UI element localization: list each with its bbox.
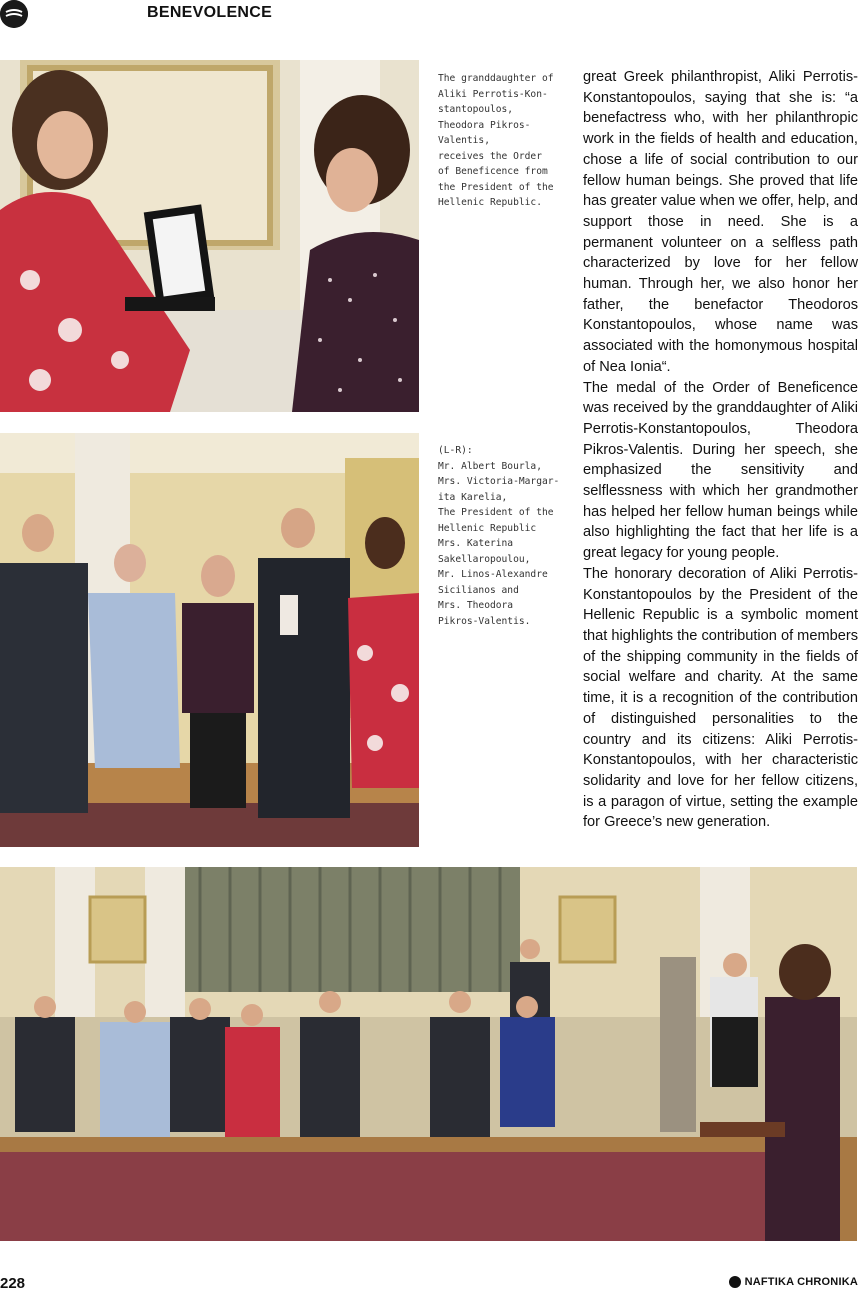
- brand-name: NAFTIKA CHRONIKA: [744, 1276, 858, 1288]
- caption-line: Mr. Linos-Alexandre: [438, 569, 548, 580]
- page-number: 228: [0, 1275, 26, 1291]
- brand-logo-icon: [729, 1276, 741, 1288]
- caption-line: the President of the: [438, 181, 554, 193]
- caption-line: Mrs. Katerina: [438, 538, 514, 549]
- article-paragraph: The medal of the Order of Beneficence was received by the granddaughter of Aliki Perrotis-Konstantopoulos, Theodora Pikros-Valentis. During her speech, she emphasized the sensitivity and selflessness with which her grandmother has helped her fellow human beings while also highlighting the fact that her life is a great legacy for young people.: [583, 379, 858, 562]
- caption-line: The granddaughter of: [438, 73, 554, 84]
- caption-line: Theodora Pikros-Valentis,: [438, 119, 531, 146]
- caption-group-portrait: [438, 443, 566, 629]
- photo-group-portrait: [0, 433, 419, 847]
- caption-line: Mr. Albert Bourla,: [438, 460, 542, 472]
- article-body: [583, 67, 858, 833]
- footer-brand: [729, 1276, 858, 1288]
- article-paragraph: The honorary decoration of Aliki Perrotis-Konstantopoulos by the President of the Hellenic Republic is a symbolic moment that highlights the contribution of members of the shipping community in the fields of social welfare and charity. At the same time, it is a recognition of the contribution of distinguished personalities to the country and its citizens: Aliki Perrotis-Konstantopoulos, with her characteristic solidarity and love for her fellow citizens, is a paragon of virtue, setting the example for Greece’s new generation.: [583, 565, 859, 831]
- caption-line: ita Karelia,: [438, 491, 508, 503]
- caption-line: (L-R):: [438, 445, 473, 456]
- caption-line: Mrs. Victoria-Margar-: [438, 476, 560, 487]
- caption-line: Sakellaropoulou,: [438, 553, 531, 565]
- section-title: BENEVOLENCE: [147, 4, 273, 21]
- photo-medal-presentation: [0, 60, 419, 412]
- caption-line: stantopoulos,: [438, 104, 514, 115]
- caption-line: Sicilianos and: [438, 584, 519, 596]
- article-paragraph: great Greek philanthropist, Aliki Perrotis-Konstantopoulos, saying that she is: “a benefactress who, with her philanthropic work in the fields of health and education, chose a life of social contribution to our fellow human beings. She proved that life has greater value when we offer, help, and support those in need. She is a permanent volunteer on a selfless path characterized by love for her fellow human. Through her, we also honor her father, the benefactor Theodoros Konstantopoulos, whose name was associated with the homonymous hospital of Nea Ionia“.: [583, 69, 858, 375]
- caption-medal-presentation: [438, 71, 566, 211]
- caption-line: Hellenic Republic: [438, 522, 537, 534]
- caption-line: Mrs. Theodora: [438, 600, 514, 611]
- caption-line: Pikros-Valentis.: [438, 615, 531, 627]
- caption-line: Hellenic Republic.: [438, 197, 542, 208]
- caption-line: of Beneficence from: [438, 166, 548, 177]
- magazine-logo-icon: [0, 0, 28, 28]
- photo-ceremony-hall: [0, 867, 857, 1241]
- caption-line: Aliki Perrotis-Kon-: [438, 88, 548, 100]
- caption-line: receives the Order: [438, 150, 542, 162]
- caption-line: The President of the: [438, 507, 554, 518]
